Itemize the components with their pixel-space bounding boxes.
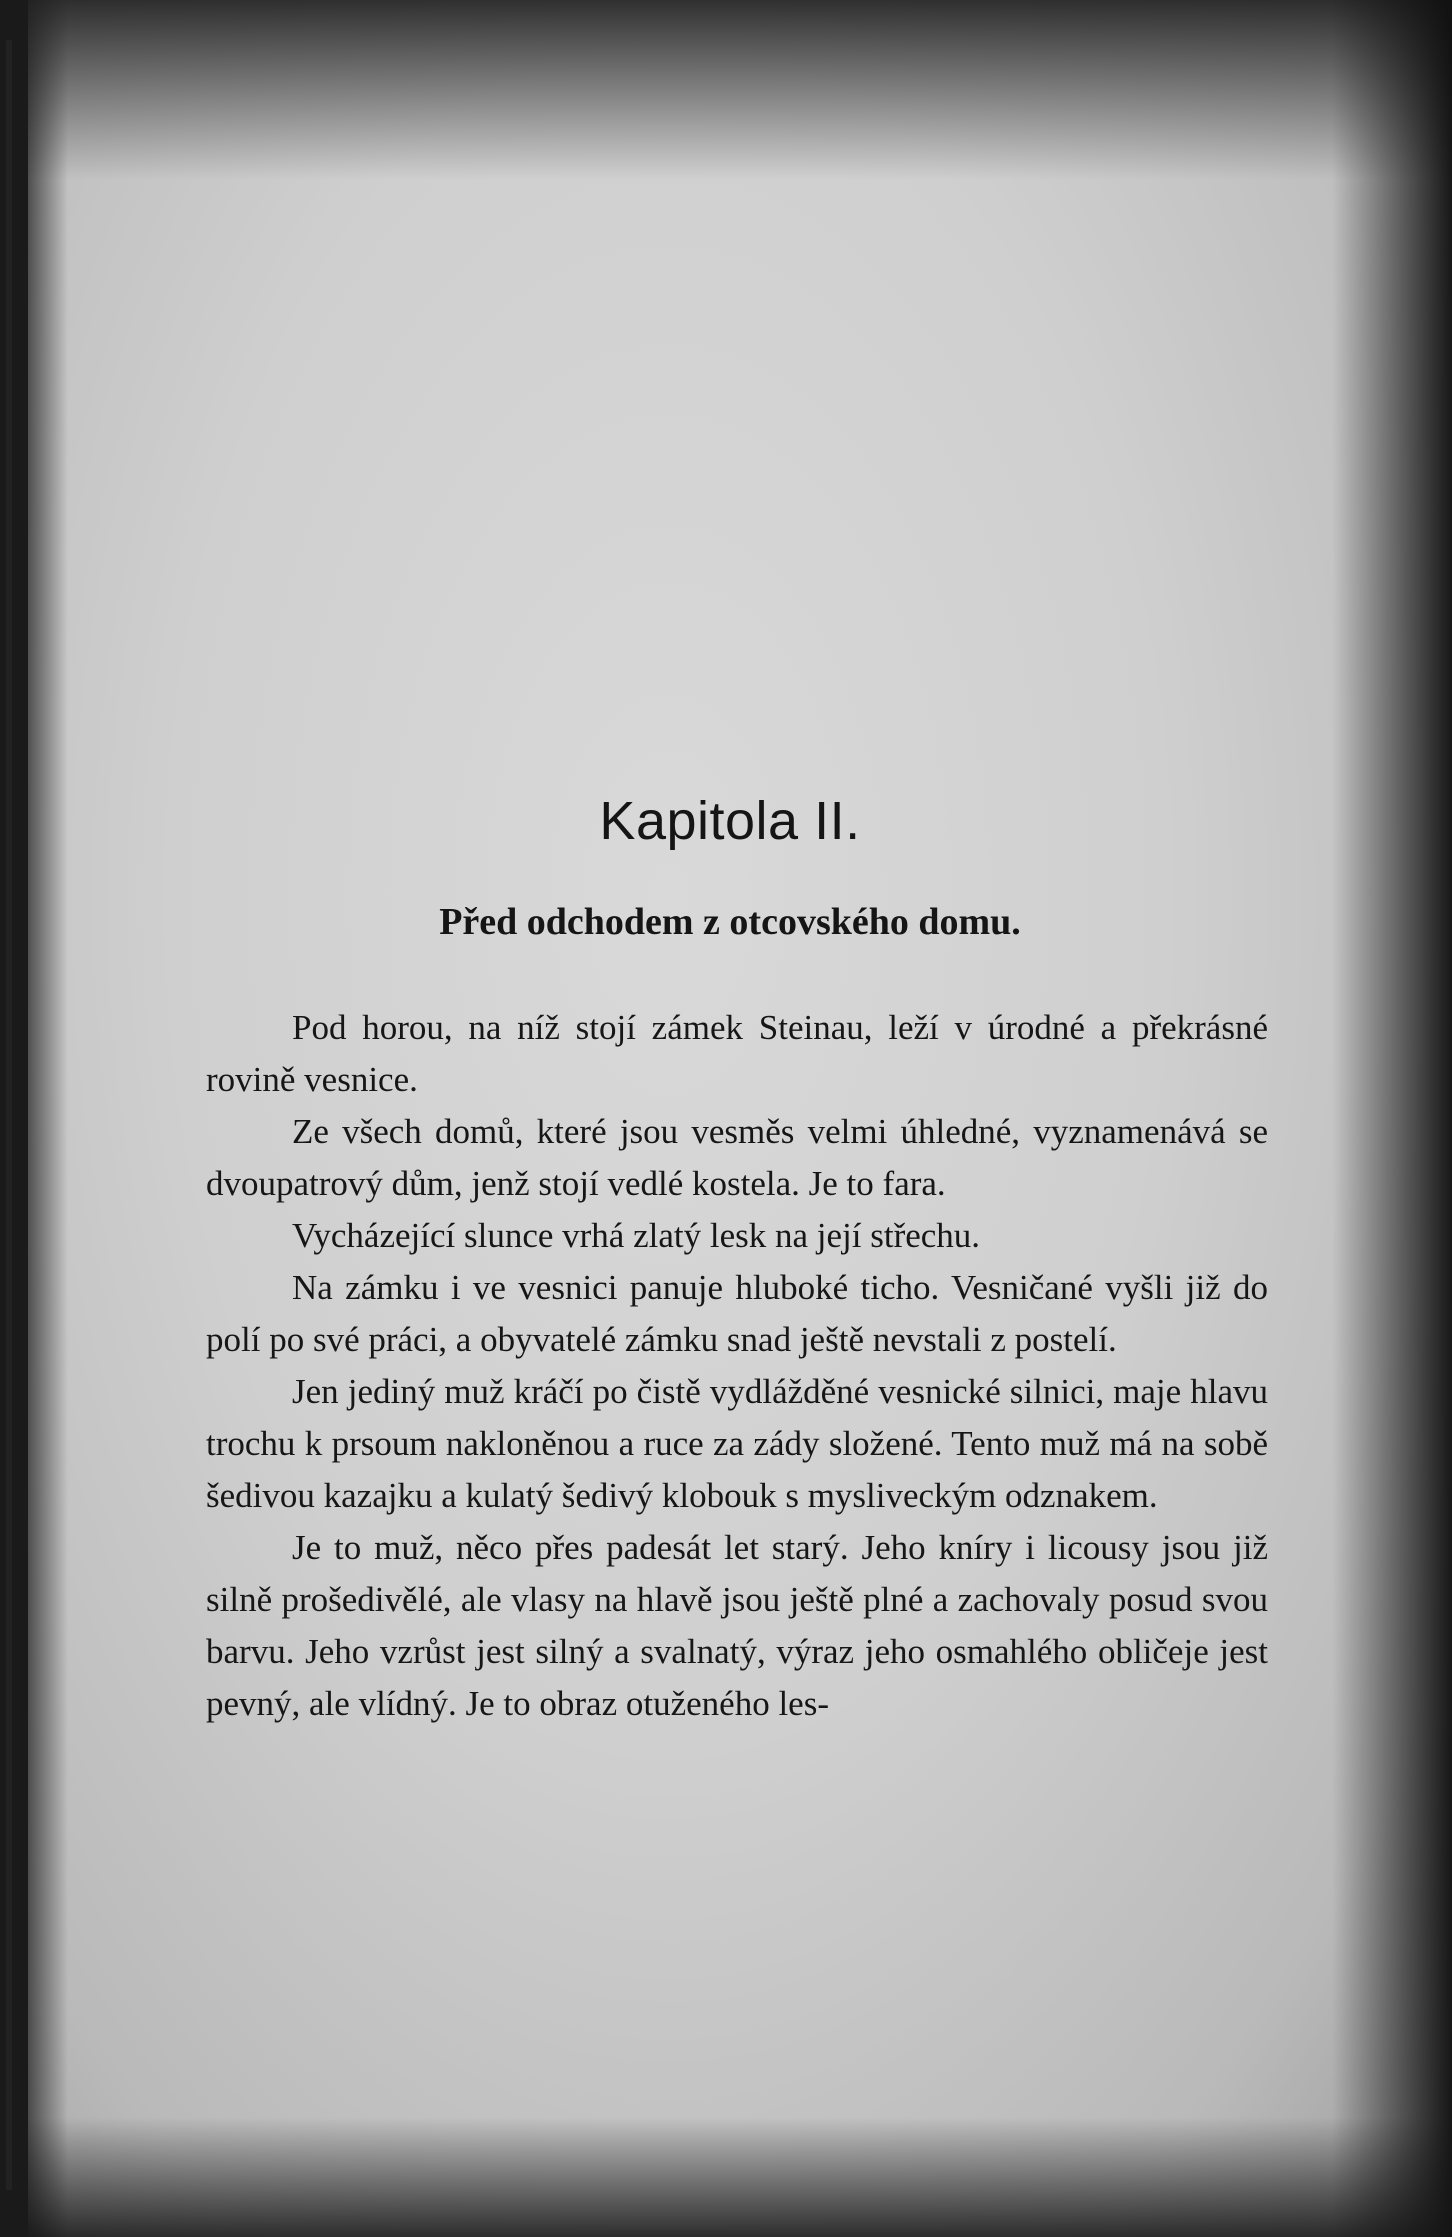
body-text — [206, 1002, 1268, 1730]
book-spine-edge — [6, 40, 12, 2190]
page-shadow-bottom — [28, 2117, 1452, 2237]
chapter-subtitle: Před odchodem z otcovského domu. — [439, 901, 1021, 943]
paragraph: Jen jediný muž kráčí po čistě vydlážděné vesnické silnici, maje hlavu trochu k prsoum nakloněnou a ruce za zády složené. Tento muž má na sobě šedivou kazajku a kulatý šedivý klobouk s mysliveckým odznakem. — [206, 1372, 1268, 1515]
page-shadow-right — [1332, 0, 1452, 2237]
page-shadow-top — [28, 0, 1452, 180]
chapter-title: Kapitola II. — [599, 791, 861, 851]
paragraph: Ze všech domů, které jsou vesměs velmi úhledné, vyznamenává se dvoupatrový dům, jenž stojí vedlé kostela. Je to fara. — [206, 1112, 1268, 1203]
paragraph: Pod horou, na níž stojí zámek Steinau, leží v úrodné a překrásné rovině vesnice. — [206, 1008, 1268, 1099]
paragraph: Vycházející slunce vrhá zlatý lesk na její střechu. — [292, 1216, 981, 1255]
paragraph: Je to muž, něco přes padesát let starý. Jeho kníry i licousy jsou již silně prošedivělé, ale vlasy na hlavě jsou ještě plné a zachovaly posud svou barvu. Jeho vzrůst jest silný a svalnatý, výraz jeho osmahlého obličeje jest pevný, ale vlídný. Je to obraz otuženého les- — [206, 1528, 1268, 1723]
page-shadow-left — [28, 0, 68, 2237]
paragraph: Na zámku i ve vesnici panuje hluboké ticho. Vesničané vyšli již do polí po své práci, a obyvatelé zámku snad ještě nevstali z postelí. — [206, 1268, 1268, 1359]
